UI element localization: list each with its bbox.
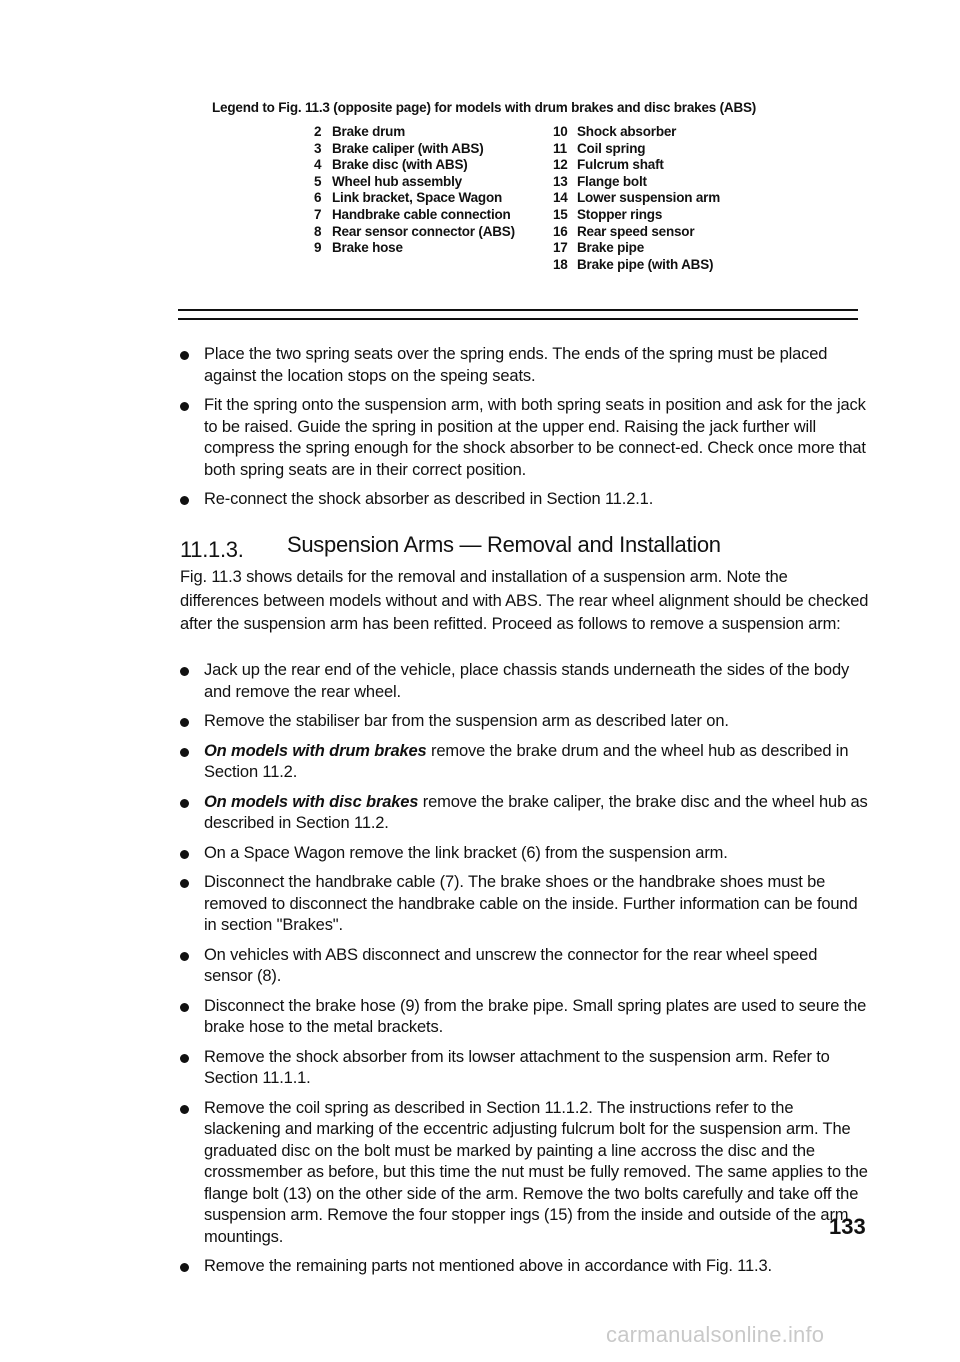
legend-item-label: Flange bolt (577, 173, 647, 189)
bullet-text: Jack up the rear end of the vehicle, place chassis stands underneath the sides of the body and remove the rear wheel. (204, 661, 850, 701)
legend-item-label: Coil spring (577, 140, 646, 156)
bullet-text: Disconnect the handbrake cable (7). The brake shoes or the handbrake shoes must be removed to disconnect the handbrake cable on the inside. Further information can be found in section "Brakes". (204, 873, 858, 934)
bullet-dot-icon (180, 952, 189, 961)
bullet-item (180, 344, 870, 387)
legend-item-label: Rear speed sensor (577, 223, 695, 239)
legend-item (553, 141, 720, 158)
legend-item (314, 157, 515, 174)
legend-item-label: Brake caliper (with ABS) (332, 140, 484, 156)
bullet-item (180, 489, 870, 511)
legend-item-number: 13 (553, 173, 568, 189)
legend-item-label: Brake hose (332, 240, 403, 256)
legend-item-number: 4 (314, 157, 322, 173)
legend-item-label: Brake pipe (577, 240, 645, 256)
legend-item-number: 18 (553, 256, 568, 272)
bullet-text: On vehicles with ABS disconnect and unscrew the connector for the rear wheel speed sensor (8). (204, 945, 818, 985)
legend-item (314, 174, 515, 191)
legend-item-number: 2 (314, 124, 322, 139)
divider-lower (178, 318, 858, 320)
bullet-item (180, 996, 870, 1039)
legend-item (553, 124, 720, 141)
bullet-item (180, 945, 870, 988)
legend-item-number: 3 (314, 140, 322, 156)
bullet-dot-icon (180, 1263, 189, 1272)
bullet-text: On a Space Wagon remove the link bracket (6) from the suspension arm. (204, 843, 728, 862)
legend-item-label: Link bracket, Space Wagon (332, 190, 503, 206)
bullet-text: Place the two spring seats over the spring ends. The ends of the spring must be placed against the location stops on the speing seats. (204, 345, 828, 385)
legend-item (314, 141, 515, 158)
legend-item-number: 5 (314, 173, 322, 189)
bullet-item (180, 843, 870, 865)
bullet-dot-icon (180, 402, 189, 411)
bullet-text: remove the brake caliper, the brake disc and the wheel hub as described in Section 11.2. (204, 792, 868, 832)
legend-item-number: 11 (553, 140, 567, 156)
legend-title: Legend to Fig. 11.3 (opposite page) for models with drum brakes and disc brakes (ABS) (212, 100, 757, 115)
bullet-dot-icon (180, 718, 189, 727)
bullet-dot-icon (180, 799, 189, 808)
bullet-item (180, 741, 870, 784)
bullet-item (180, 1047, 870, 1090)
bullet-text: Remove the shock absorber from its lowser attachment to the suspension arm. Refer to Section 11.1.1. (204, 1047, 830, 1087)
legend-item (553, 190, 720, 207)
legend-item-number: 10 (553, 124, 568, 139)
bullet-dot-icon (180, 351, 189, 360)
legend-item-number: 9 (314, 240, 322, 256)
bullet-text: Remove the coil spring as described in Section 11.1.2. The instructions refer to the slackening and marking of the eccentric adjusting fulcrum bolt for the suspension arm. The graduated disc on the bolt must be marked by painting a line accross the disc and the crossmember as before, but this time the nut must be fully removed. The same applies to the flange bolt (13) on the other side of the arm. Remove the two bolts carefully and take off the suspension arm. Remove the four stopper ings (15) from the inside and outside of the arm mountings. (204, 1098, 868, 1246)
section-intro: Fig. 11.3 shows details for the removal and installation of a suspension arm. Note the differences between models without and with ABS. The rear wheel alignment should be checked after the suspension arm has been refitted. Proceed as follows to remove a suspension arm: (180, 568, 869, 633)
legend-item-number: 17 (553, 240, 568, 256)
legend-item-label: Brake disc (with ABS) (332, 157, 468, 173)
legend-item-label: Brake pipe (with ABS) (577, 256, 714, 272)
legend-item (553, 224, 720, 241)
legend-item-number: 15 (553, 206, 568, 222)
legend-item (553, 157, 720, 174)
legend-item-number: 14 (553, 190, 568, 206)
procedure-step-list (180, 660, 870, 1286)
legend-item-label: Brake drum (332, 124, 406, 139)
legend-item (553, 257, 720, 274)
legend-item-number: 7 (314, 206, 322, 222)
legend-item (553, 174, 720, 191)
bullet-text: Re-connect the shock absorber as described in Section 11.2.1. (204, 490, 654, 508)
legend-item-label: Stopper rings (577, 206, 663, 222)
bullet-text: Remove the stabiliser bar from the suspension arm as described later on. (204, 712, 729, 730)
legend-right-column (553, 124, 720, 273)
bullet-emphasis: On models with disc brakes (204, 792, 419, 811)
bullet-emphasis: On models with drum brakes (204, 741, 427, 760)
legend-item-label: Shock absorber (577, 124, 677, 139)
legend-item (553, 207, 720, 224)
bullet-item (180, 711, 870, 733)
bullet-dot-icon (180, 879, 189, 888)
bullet-dot-icon (180, 1105, 189, 1114)
bullet-dot-icon (180, 850, 189, 859)
bullet-text: remove the brake drum and the wheel hub as described in Section 11.2. (204, 741, 849, 781)
section-title: Suspension Arms — Removal and Installation (287, 532, 721, 557)
legend-item-label: Handbrake cable connection (332, 206, 511, 222)
top-bullet-list (180, 344, 870, 519)
legend-item-label: Rear sensor connector (ABS) (332, 223, 515, 239)
bullet-item (180, 872, 870, 937)
legend-left-column (314, 124, 515, 257)
bullet-item (180, 792, 870, 835)
watermark: carmanualsonline.info (606, 1322, 825, 1347)
legend-item-label: Wheel hub assembly (332, 173, 462, 189)
bullet-dot-icon (180, 667, 189, 676)
bullet-dot-icon (180, 1054, 189, 1063)
bullet-item (180, 1098, 870, 1249)
legend-item (314, 124, 515, 141)
section-number: 11.1.3. (180, 537, 244, 562)
bullet-dot-icon (180, 496, 189, 505)
legend-item-number: 16 (553, 223, 568, 239)
bullet-item (180, 660, 870, 703)
legend-item (553, 240, 720, 257)
legend-item-number: 6 (314, 190, 322, 206)
divider-upper (178, 309, 858, 311)
legend-item (314, 224, 515, 241)
bullet-text: Fit the spring onto the suspension arm, with both spring seats in position and ask for the jack to be raised. Guide the spring in position at the upper end. Raising the jack further will compress the spring enough for the shock absorber to be connect-ed. Check once more that both spring seats are in their correct position. (204, 396, 866, 479)
legend-item-label: Lower suspension arm (577, 190, 721, 206)
legend-item-number: 8 (314, 223, 322, 239)
bullet-item (180, 1256, 870, 1278)
bullet-text: Remove the remaining parts not mentioned above in accordance with Fig. 11.3. (204, 1257, 772, 1275)
bullet-item (180, 395, 870, 481)
legend-item-label: Fulcrum shaft (577, 157, 664, 173)
page-number: 133 (829, 1214, 866, 1239)
legend-item-number: 12 (553, 157, 568, 173)
bullet-dot-icon (180, 748, 189, 757)
legend-item (314, 207, 515, 224)
legend-item (314, 240, 515, 257)
bullet-dot-icon (180, 1003, 189, 1012)
legend-item (314, 190, 515, 207)
bullet-text: Disconnect the brake hose (9) from the brake pipe. Small spring plates are used to seure the brake hose to the metal brackets. (204, 996, 867, 1036)
